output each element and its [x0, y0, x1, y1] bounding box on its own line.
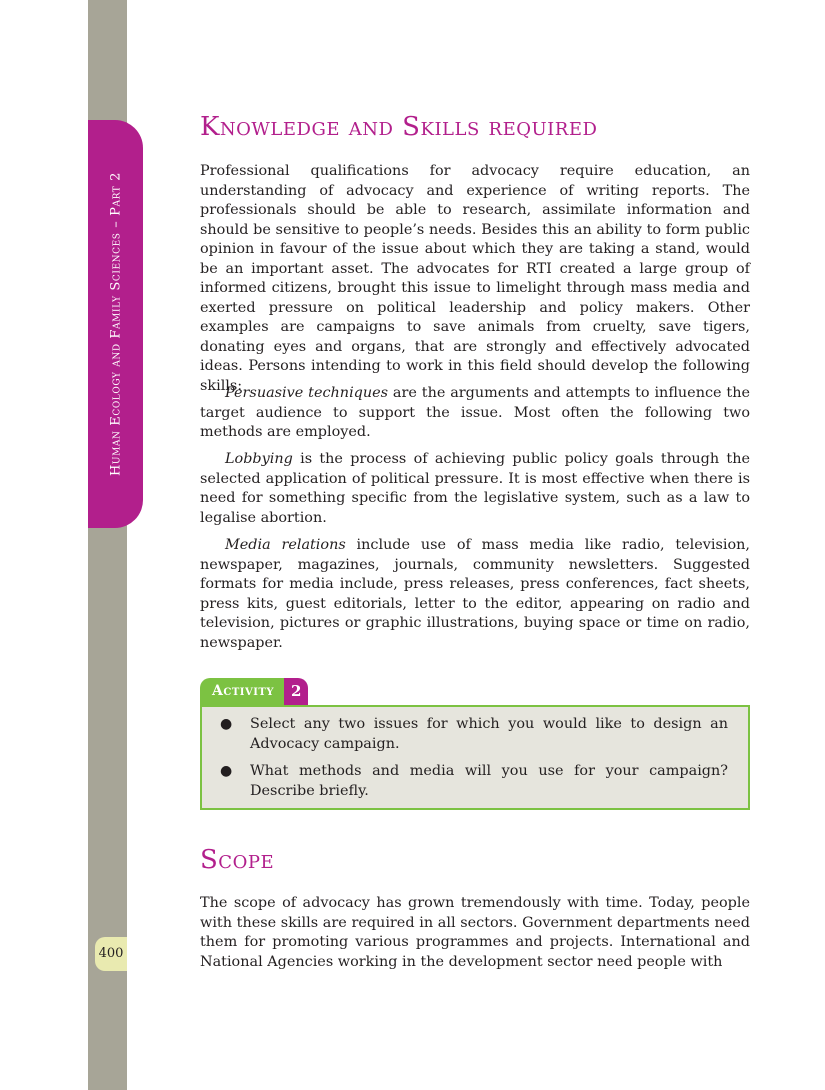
skill-paragraph-media-relations: [200, 536, 750, 653]
skill-paragraph-persuasive: [200, 384, 750, 443]
intro-paragraph: Professional qualifications for advocacy require education, an understanding of advocacy and experience of writing reports. The professionals should be able to research, assimilate information and should be sensitive to people’s needs. Besides this an ability to form public opinion in favour of the issue about which they are taking a stand, would be an important asset. The advocates for RTI created a large group of informed citizens, brought this issue to limelight through mass media and exerted pressure on political leadership and policy makers. Other examples are campaigns to save animals from cruelty, save tigers, donating eyes and organs, that are strongly and effectively advocated ideas. Persons intending to work in this field should develop the following skills:: [200, 163, 750, 394]
bullet-icon: ●: [220, 716, 233, 732]
skill-paragraph-lobbying: [200, 450, 750, 528]
activity-label: [200, 678, 308, 705]
activity-number: 2: [284, 678, 308, 705]
activity-box: [200, 705, 750, 810]
activity-item: What methods and media will you use for your campaign? Describe briefly.: [250, 763, 728, 799]
skill-description: are the arguments and attempts to influence the target audience to support the issue. Most often the following two methods are employed.: [200, 385, 750, 440]
scope-paragraph: The scope of advocacy has grown tremendously with time. Today, people with these skills are required in all sectors. Government departments need them for promoting various programmes and projects. International and National Agencies working in the development sector need people with: [200, 895, 750, 970]
activity-item: Select any two issues for which you would like to design an Advocacy campaign.: [250, 716, 728, 752]
section-heading-scope: Scope: [200, 845, 275, 875]
bullet-icon: ●: [220, 763, 233, 779]
page-number: 400: [95, 937, 127, 971]
skill-description: is the process of achieving public policy goals through the selected application of political pressure. It is most effective when there is need for something specific from the legislative system, such as a law to legalise abortion.: [200, 451, 750, 526]
skill-term: Media relations: [225, 537, 346, 553]
running-title: Human Ecology and Family Sciences – Part 2: [108, 172, 124, 476]
activity-title: Activity: [200, 678, 284, 705]
skill-term: Persuasive techniques: [225, 385, 389, 401]
section-heading-knowledge-skills: Knowledge and Skills required: [200, 112, 598, 142]
skill-description: include use of mass media like radio, television, newspaper, magazines, journals, community newsletters. Suggested formats for media include, press releases, press conferences, fact sheets, press kits, guest editorials, letter to the editor, appearing on radio and television, pictures or graphic illustrations, buying space or time on radio, newspaper.: [200, 537, 751, 651]
skill-term: Lobbying: [225, 451, 293, 467]
